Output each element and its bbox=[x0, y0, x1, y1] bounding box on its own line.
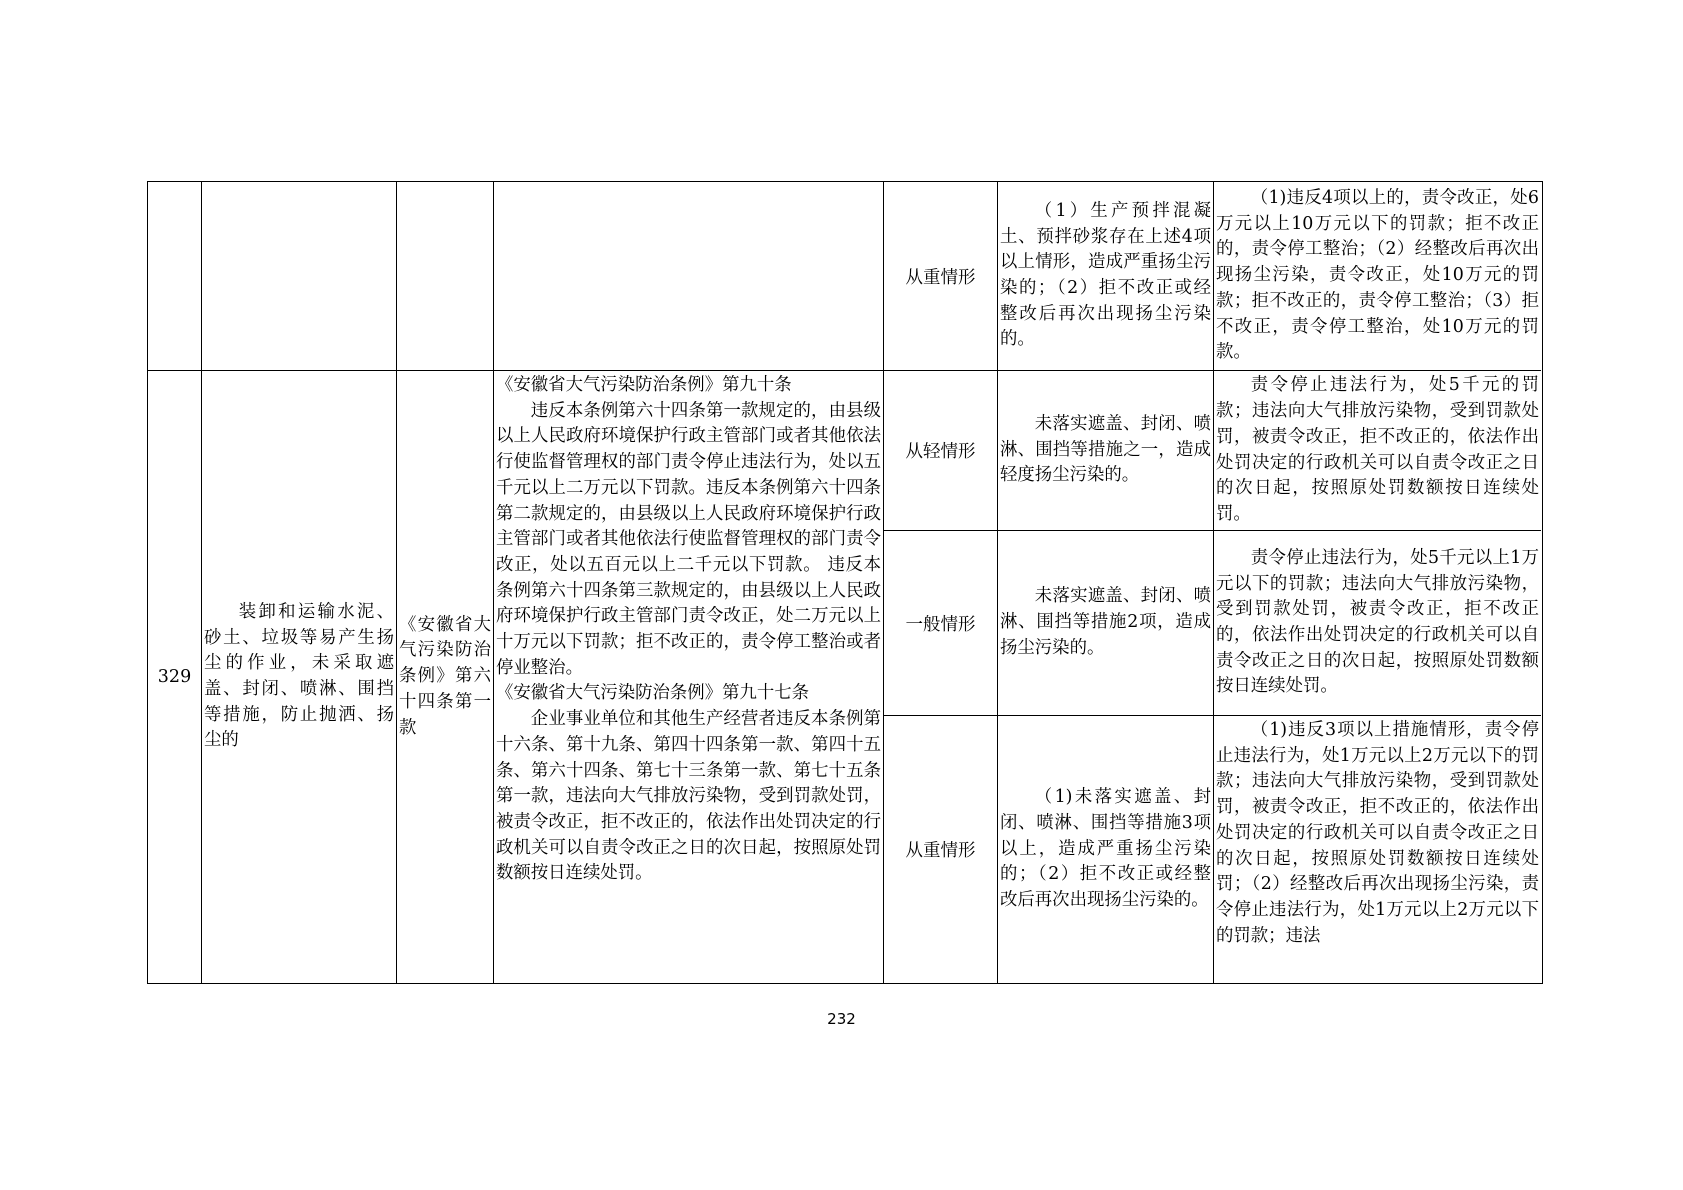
general-condition-cell bbox=[998, 531, 1214, 716]
prev-circumstance-cell bbox=[884, 182, 998, 371]
item-number: 329 bbox=[157, 667, 192, 687]
condition-text: 未落实遮盖、封闭、喷淋、围挡等措施2项，造成扬尘污染的。 bbox=[1000, 586, 1211, 658]
legal-basis-cell bbox=[397, 371, 494, 983]
penalty-text: 责令停止违法行为，处5千元的罚款；违法向大气排放污染物，受到罚款处罚，被责令改正，拒不改正的，依法作出处罚决定的行政机关可以自责令改正之日的次日起，按照原处罚数额按日连续处罚。 bbox=[1216, 375, 1539, 524]
penalty-text: （1)违反3项以上措施情形，责令停止违法行为，处1万元以上2万元以下的罚款；违法向大气排放污染物，受到罚款处罚，被责令改正，拒不改正的，依法作出处罚决定的行政机关可以自责令改正之日的次日起，按照原处罚数额按日连续处罚；（2）经整改后再次出现扬尘污染，责令停止违法行为，处1万元以上2万元以下的罚款；违法 bbox=[1216, 720, 1539, 946]
provision-text-2: 企业事业单位和其他生产经营者违反本条例第十六条、第十九条、第四十四条第一款、第四十五条、第六十四条、第七十三条第一款、第七十五条第一款，违法向大气排放污染物，受到罚款处罚，被责令改正，拒不改正的，依法作出处罚决定的行政机关可以自责令改正之日的次日起，按照原处罚数额按日连续处罚。 bbox=[496, 709, 881, 884]
behavior-text: 装卸和运输水泥、砂土、垃圾等易产生扬尘的作业，未采取遮盖、封闭、喷淋、围挡等措施，防止抛洒、扬尘的 bbox=[204, 601, 394, 751]
heavy-condition-cell bbox=[998, 716, 1214, 983]
heavy-penalty-cell bbox=[1214, 716, 1541, 983]
light-condition-cell bbox=[998, 371, 1214, 531]
circumstance-label: 从轻情形 bbox=[905, 442, 976, 462]
discretion-table bbox=[147, 181, 1543, 984]
circumstance-label: 从重情形 bbox=[905, 267, 976, 288]
item-number-cell bbox=[148, 371, 202, 983]
prev-provision-cell bbox=[494, 182, 884, 371]
circumstance-label: 从重情形 bbox=[905, 841, 976, 861]
penalty-text: 责令停止违法行为，处5千元以上1万元以下的罚款；违法向大气排放污染物，受到罚款处罚，被责令改正，拒不改正的，依法作出处罚决定的行政机关可以自责令改正之日的次日起，按照原处罚数额按日连续处罚。 bbox=[1216, 547, 1539, 697]
provision-title-2: 《安徽省大气污染防治条例》第九十七条 bbox=[496, 683, 810, 704]
condition-text: （1)未落实遮盖、封闭、喷淋、围挡等措施3项以上，造成严重扬尘污染的；（2）拒不改正或经整改后再次出现扬尘污染的。 bbox=[1000, 787, 1211, 911]
prev-behavior-cell bbox=[202, 182, 397, 371]
condition-text: 未落实遮盖、封闭、喷淋、围挡等措施之一，造成轻度扬尘污染的。 bbox=[1000, 413, 1211, 486]
heavy-circumstance-cell bbox=[884, 716, 998, 983]
general-circumstance-cell bbox=[884, 531, 998, 716]
prev-basis-cell bbox=[397, 182, 494, 371]
general-penalty-cell bbox=[1214, 531, 1541, 716]
condition-text: （1）生产预拌混凝土、预拌砂浆存在上述4项以上情形，造成严重扬尘污染的；（2）拒不改正或经整改后再次出现扬尘污染的。 bbox=[1000, 200, 1211, 350]
behavior-cell bbox=[202, 371, 397, 983]
prev-number-cell bbox=[148, 182, 202, 371]
provision-text-1: 违反本条例第六十四条第一款规定的，由县级以上人民政府环境保护行政主管部门或者其他依法行使监督管理权的部门责令停止违法行为，处以五千元以上二万元以下罚款。违反本条例第六十四条第二款规定的，由县级以上人民政府环境保护行政主管部门或者其他依法行使监督管理权的部门责令改正，处以五百元以上二千元以下罚款。 违反本条例第六十四条第三款规定的，由县级以上人民政府环境保护行政主管部门责令改正，处二万元以上十万元以下罚款；拒不改正的，责令停工整治或者停业整治。 bbox=[496, 400, 881, 678]
provision-title-1: 《安徽省大气污染防治条例》第九十条 bbox=[496, 375, 792, 395]
prev-penalty-cell bbox=[1214, 182, 1541, 371]
light-circumstance-cell bbox=[884, 371, 998, 531]
light-penalty-cell bbox=[1214, 371, 1541, 531]
prev-condition-cell bbox=[998, 182, 1214, 371]
legal-basis-text: 《安徽省大气污染防治条例》第六十四条第一款 bbox=[399, 614, 491, 738]
provision-cell bbox=[494, 371, 884, 983]
penalty-text: （1)违反4项以上的，责令改正，处6万元以上10万元以下的罚款；拒不改正的，责令停工整治；（2）经整改后再次出现扬尘污染，责令改正，处10万元的罚款；拒不改正的，责令停工整治；（3）拒不改正，责令停工整治，处10万元的罚款。 bbox=[1216, 188, 1539, 363]
page-number: 232 bbox=[827, 1010, 856, 1028]
circumstance-label: 一般情形 bbox=[905, 614, 976, 635]
